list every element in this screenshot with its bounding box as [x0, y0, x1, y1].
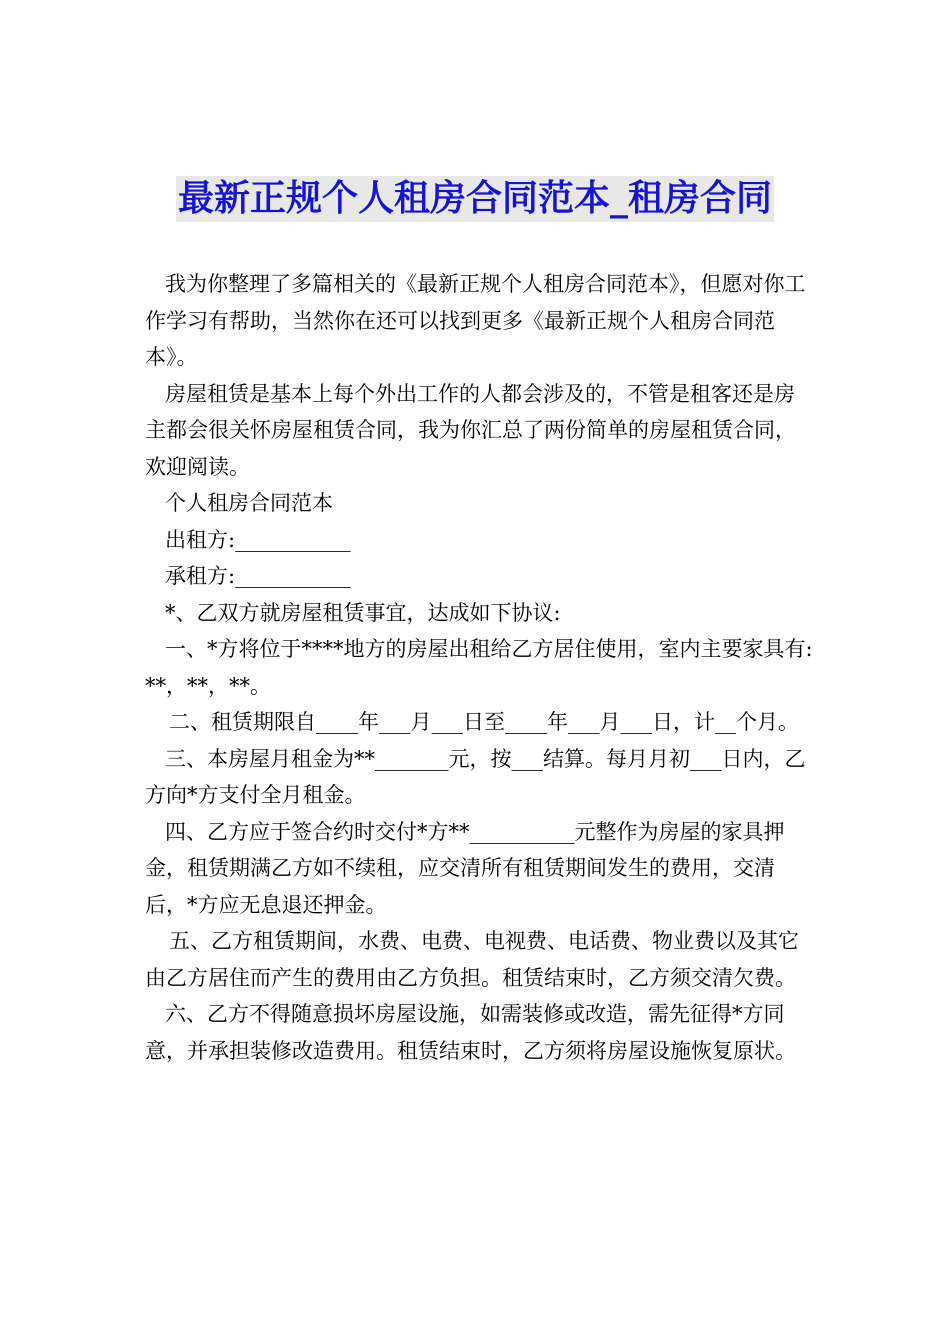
clause-4: 四、乙方应于签合约时交付*方**__________元整作为房屋的家具押金，租赁期满乙方如不续租，应交清所有租赁期间发生的费用，交清后，*方应无息退还押金。 [145, 819, 785, 917]
clause-1: 一、*方将位于****地方的房屋出租给乙方居住使用，室内主要家具有:**，**，**。 [145, 637, 813, 698]
clause-3: 三、本房屋月租金为**_______元，按___结算。每月月初___日内，乙方向*方支付全月租金。 [145, 746, 806, 807]
lessor-line: 出租方:___________ [165, 527, 351, 552]
contract-heading: 个人租房合同范本 [165, 491, 333, 515]
lessee-line: 承租方:___________ [165, 564, 351, 588]
clause-2: 二、租赁期限自____年___月___日至____年___月___日，计__个月。 [169, 710, 799, 734]
paragraph-intro: 我为你整理了多篇相关的《最新正规个人租房合同范本》，但愿对你工作学习有帮助，当然你在还可以找到更多《最新正规个人租房合同范本》。 [145, 272, 806, 369]
document-body [145, 266, 815, 1069]
clause-6: 六、乙方不得随意损坏房屋设施，如需装修或改造，需先征得*方同意，并承担装修改造费用。租赁结束时，乙方须将房屋设施恢复原状。 [145, 1002, 796, 1063]
paragraph-background: 房屋租赁是基本上每个外出工作的人都会涉及的，不管是租客还是房主都会很关怀房屋租赁合同，我为你汇总了两份简单的房屋租赁合同，欢迎阅读。 [145, 381, 796, 479]
document-title: 最新正规个人租房合同范本_租房合同 [176, 176, 774, 222]
agreement-preamble: *、乙双方就房屋租赁事宜，达成如下协议: [165, 600, 561, 625]
clause-5: 五、乙方租赁期间，水费、电费、电视费、电话费、物业费以及其它由乙方居住而产生的费用由乙方负担。租赁结束时，乙方须交清欠费。 [145, 929, 799, 990]
title-container [0, 176, 950, 222]
